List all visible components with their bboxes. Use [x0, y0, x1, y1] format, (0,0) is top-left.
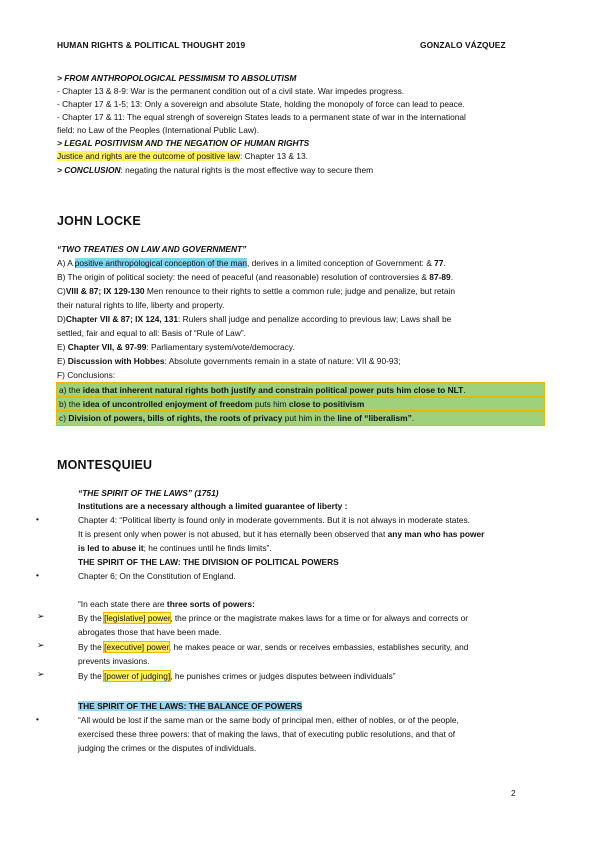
conclusion-line: > CONCLUSION: negating the natural rights is the most effective way to secure them [57, 165, 374, 175]
text-line: B) The origin of political society: the need of peaceful (and reasonable) resolution of controversies & 87-89. [57, 272, 454, 282]
text-line: A) A positive anthropological conception of the man, derives in a limited conception of Government: & 77. [57, 258, 446, 268]
highlight: Justice and rights are the outcome of positive law [57, 151, 240, 161]
text-line: By the [legislative] power, the prince or the magistrate makes laws for a time or for always and corrects or [78, 613, 469, 623]
text-line: By the [power of judging], he punishes crimes or judges disputes between individuals” [78, 671, 396, 681]
bullet-icon: • [36, 514, 39, 524]
text-line: - Chapter 13 & 8-9: War is the permanent condition out of a civil state. War impedes progress. [57, 86, 405, 96]
bullet-icon: • [36, 714, 39, 724]
conclusions-box [57, 383, 544, 425]
highlight: [power of judging] [104, 671, 171, 681]
work-title: “TWO TREATIES ON LAW AND GOVERNMENT” [57, 244, 247, 254]
conclusion-c: c) Division of powers, bills of rights, the roots of privacy put him in the line of “liberalism”. [57, 411, 544, 425]
text-line: is led to abuse it; he continues until he finds limits”. [78, 543, 272, 553]
subheading: THE SPIRIT OF THE LAWS: THE BALANCE OF POWERS [78, 701, 303, 711]
text-line: Chapter 6; On the Constitution of England. [78, 571, 236, 581]
header-title: HUMAN RIGHTS & POLITICAL THOUGHT 2019 [57, 40, 246, 50]
text-line: F) Conclusions: [57, 370, 116, 380]
work-title: “THE SPIRIT OF THE LAWS” (1751) [78, 488, 219, 498]
highlight: [executive] power [104, 642, 169, 652]
text-line: their natural rights to life, liberty and property. [57, 300, 225, 310]
conclusion-b: b) the idea of uncontrolled enjoyment of freedom puts him close to positivism [57, 397, 544, 411]
text-line: Chapter 4: “Political liberty is found only in moderate governments. But it is not always in moderate states. [78, 515, 470, 525]
highlight: positive anthropological conception of the man [74, 258, 247, 268]
conclusion-a: a) the idea that inherent natural rights both justify and constrain political power puts him close to NLT. [57, 383, 544, 397]
text-line: It is present only when power is not abused, but it has eternally been observed that any man who has power [78, 529, 485, 539]
text-line: E) Chapter VII, & 97-99: Parliamentary system/vote/democracy. [57, 342, 295, 352]
text-line: - Chapter 17 & 11: The equal strengh of sovereign States leads to a permanent state of war in the international [57, 112, 466, 122]
highlight: [legislative] power [104, 613, 171, 623]
text-line: By the [executive] power, he makes peace or war, sends or receives embassies, establishes security, and [78, 642, 469, 652]
section-title-locke: JOHN LOCKE [57, 214, 141, 228]
text-line: Justice and rights are the outcome of positive law: Chapter 13 & 13. [57, 151, 308, 161]
text-line: E) Discussion with Hobbes: Absolute governments remain in a state of nature: VII & 90-93; [57, 356, 401, 366]
text-line: “In each state there are three sorts of powers: [78, 599, 255, 609]
bullet-icon: • [36, 570, 39, 580]
section-heading: > LEGAL POSITIVISM AND THE NEGATION OF HUMAN RIGHTS [57, 138, 310, 148]
arrow-bullet-icon: ➢ [37, 640, 45, 650]
subheading: THE SPIRIT OF THE LAW: THE DIVISION OF POLITICAL POWERS [78, 557, 339, 567]
text-line: abrogates those that have been made. [78, 627, 222, 637]
text-line: settled, fair and equal to all: Basis of “Rule of Law”. [57, 328, 247, 338]
text-line: D)Chapter VII & 87; IX 124, 131: Rulers shall judge and penalize according to previous law; Laws shall be [57, 314, 452, 324]
section-title-montesquieu: MONTESQUIEU [57, 458, 153, 472]
text-line: Institutions are a necessary although a limited guarantee of liberty : [78, 501, 348, 511]
text-line: prevents invasions. [78, 656, 150, 666]
text-line: C)VIII & 87; IX 129-130 Men renounce to their rights to settle a common rule; judge and penalize, but retain [57, 286, 456, 296]
page-number: 2 [511, 788, 516, 798]
header-author: GONZALO VÁZQUEZ [420, 40, 506, 50]
arrow-bullet-icon: ➢ [37, 669, 45, 679]
text-line: - Chapter 17 & 1-5; 13: Only a sovereign and absolute State, holding the monopoly of force can lead to peace. [57, 99, 465, 109]
section-heading: > FROM ANTHROPOLOGICAL PESSIMISM TO ABSOLUTISM [57, 73, 297, 83]
text-line: exercised these three powers: that of making the laws, that of executing public resolutions, and that of [78, 729, 456, 739]
text-line: field: no Law of the Peoples (International Public Law). [57, 125, 260, 135]
text-line: “All would be lost if the same man or the same body of principal men, either of nobles, or of the people, [78, 715, 459, 725]
arrow-bullet-icon: ➢ [37, 611, 45, 621]
text-line: judging the crimes or the disputes of individuals. [78, 743, 257, 753]
